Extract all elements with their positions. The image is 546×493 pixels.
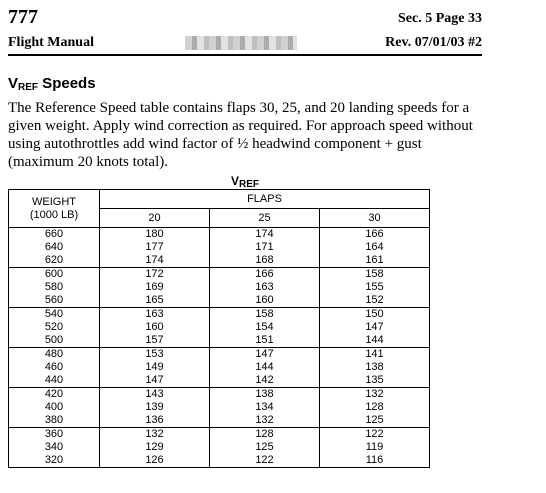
flap-25-cell-value: 163 [255,281,274,293]
flap-25-cell-value: 142 [255,374,274,386]
weight-cell-value: 380 [44,414,64,426]
table-row-group [9,308,430,348]
flap-30-cell-value: 161 [365,254,384,266]
section-title [8,75,96,97]
flap-25-cell-value: 128 [255,428,274,440]
flap-30-cell [320,308,430,348]
flap-30-cell-value: 144 [365,334,384,346]
weight-header-line-2: (1000 LB) [29,208,79,221]
flap-20-cell-value: 174 [145,254,164,266]
flap-20-cell-value: 147 [145,374,164,386]
flap-25-cell-value: 154 [255,321,274,333]
flap-20-cell-value: 160 [145,321,164,333]
flap-20-cell-value: 132 [145,428,164,440]
flap-30-cell-value: 119 [365,441,384,453]
weight-cell [9,388,100,428]
weight-cell [9,308,100,348]
flap-30-cell-value: 125 [365,414,384,426]
weight-cell-value: 540 [44,308,64,320]
flap-30-cell-value: 166 [365,228,384,240]
flap-25-cell-value: 151 [255,334,274,346]
section-title-main: V [8,75,19,92]
weight-cell [9,268,100,308]
weight-cell-value: 560 [44,294,64,306]
flap-20-cell [100,388,210,428]
weight-header [9,190,100,228]
table-row-group [9,268,430,308]
flap-25-cell-value: 166 [255,268,274,280]
flap-30-cell-value: 147 [365,321,384,333]
flap-30-cell-value: 116 [365,454,384,466]
flap-30-cell-value: 138 [365,361,384,373]
flap-20-cell-value: 180 [145,228,164,240]
weight-cell-value: 660 [44,228,64,240]
flap-30-header: 30 [320,209,430,228]
weight-cell [9,428,100,468]
flap-25-cell [210,388,320,428]
flap-30-cell-value: 150 [365,308,384,320]
flap-25-cell-value: 168 [255,254,274,266]
weight-cell-value: 460 [44,361,64,373]
weight-cell-value: 440 [44,374,64,386]
weight-header-line-1: WEIGHT [32,195,76,208]
flap-30-cell-value: 135 [365,374,384,386]
weight-cell-value: 400 [44,401,64,413]
weight-cell-value: 480 [44,348,64,360]
flap-25-cell-value: 134 [255,401,274,413]
page-header-bottom [8,34,482,52]
weight-cell-value: 620 [44,254,64,266]
flap-30-cell-value: 141 [365,348,384,360]
flap-20-cell-value: 136 [145,414,164,426]
flap-25-cell-value: 144 [255,361,274,373]
flap-30-cell-value: 164 [365,241,384,253]
section-title-rest: Speeds [38,75,96,92]
weight-cell [9,348,100,388]
flap-30-cell [320,228,430,268]
manual-title: Flight Manual [8,35,94,50]
flap-20-cell-value: 169 [145,281,164,293]
flap-30-cell-value: 158 [365,268,384,280]
flap-30-cell-value: 155 [365,281,384,293]
table-row-group [9,348,430,388]
weight-cell-value: 580 [44,281,64,293]
table-row-group [9,428,430,468]
flap-20-cell [100,268,210,308]
table-caption-main: V [231,174,240,188]
aircraft-model: 777 [8,6,38,28]
flap-30-cell-value: 128 [365,401,384,413]
flap-20-header: 20 [100,209,210,228]
flap-30-cell [320,388,430,428]
flap-20-cell-value: 126 [145,454,164,466]
flap-25-cell [210,308,320,348]
flap-20-cell-value: 172 [145,268,164,280]
flap-25-cell [210,268,320,308]
vref-table [8,189,430,468]
flap-25-cell-value: 160 [255,294,274,306]
flap-20-cell-value: 157 [145,334,164,346]
flap-25-cell-value: 138 [255,388,274,400]
flap-25-cell-value: 132 [255,414,274,426]
flap-25-cell [210,348,320,388]
weight-cell-value: 360 [44,428,64,440]
header-rule [8,54,482,56]
flap-25-header: 25 [210,209,320,228]
flap-30-cell [320,428,430,468]
flap-20-cell-value: 163 [145,308,164,320]
flap-25-cell [210,428,320,468]
flap-25-cell-value: 147 [255,348,274,360]
flap-20-cell-value: 143 [145,388,164,400]
weight-cell-value: 420 [44,388,64,400]
flap-20-cell-value: 139 [145,401,164,413]
page-header-top [8,6,482,28]
weight-cell [9,228,100,268]
weight-cell-value: 520 [44,321,64,333]
redacted-text-block [185,36,297,50]
flap-20-cell-value: 149 [145,361,164,373]
flap-20-cell-value: 177 [145,241,164,253]
section-page-number: Sec. 5 Page 33 [398,11,482,26]
flap-20-cell [100,428,210,468]
flap-30-cell-value: 152 [365,294,384,306]
flap-25-cell-value: 174 [255,228,274,240]
weight-cell-value: 640 [44,241,64,253]
flap-25-cell [210,228,320,268]
table-row-group [9,228,430,268]
flap-20-cell [100,308,210,348]
weight-cell-value: 500 [44,334,64,346]
flap-25-cell-value: 122 [255,454,274,466]
flap-25-cell-value: 171 [255,241,274,253]
flap-20-cell [100,348,210,388]
revision-label: Rev. 07/01/03 #2 [385,35,482,50]
flap-20-cell [100,228,210,268]
flap-20-cell-value: 153 [145,348,164,360]
flap-20-cell-value: 165 [145,294,164,306]
flap-25-cell-value: 125 [255,441,274,453]
section-title-subscript: REF [18,82,39,93]
flap-30-cell-value: 122 [365,428,384,440]
weight-cell-value: 320 [44,454,64,466]
flap-30-cell [320,268,430,308]
flap-30-cell [320,348,430,388]
table-row-group [9,388,430,428]
weight-cell-value: 340 [44,441,64,453]
flap-20-cell-value: 129 [145,441,164,453]
flap-25-cell-value: 158 [255,308,274,320]
flap-30-cell-value: 132 [365,388,384,400]
table-caption-subscript: REF [239,179,260,190]
weight-cell-value: 600 [44,268,64,280]
intro-paragraph: The Reference Speed table contains flaps 30, 25, and 20 landing speeds for a given weight. Apply wind correction as required. For approach speed without using autothrottles add wind factor of ½ headwind component + gust (maximum 20 knots total). [8,100,473,170]
flaps-header: FLAPS [100,190,430,209]
